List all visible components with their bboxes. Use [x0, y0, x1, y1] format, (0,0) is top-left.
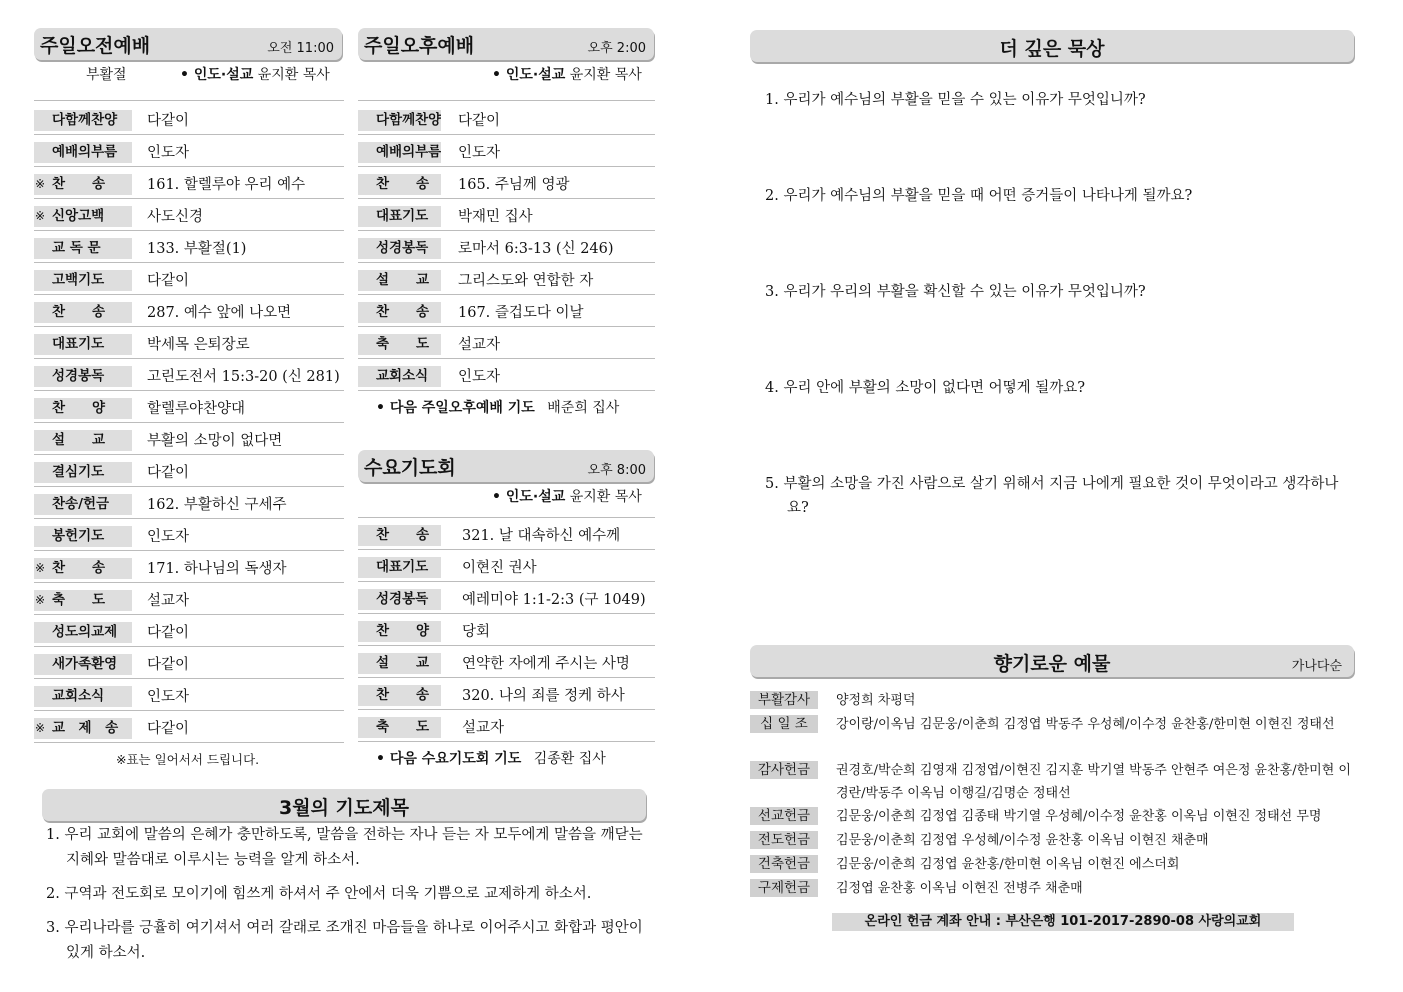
order-label [358, 238, 441, 259]
order-label-text: 찬송/헌금 [52, 496, 110, 512]
order-value: 인도자 [147, 145, 190, 161]
offering-names: 양정희 차평덕 [836, 693, 916, 708]
standing-mark: ※ [35, 177, 46, 191]
order-label-text: 새가족환영 [52, 656, 118, 672]
order-label-text: 찬 양 [376, 623, 430, 639]
order-label [358, 174, 441, 195]
order-value: 예레미야 1:1-2:3 (구 1049) [462, 592, 646, 608]
order-row [358, 614, 655, 646]
offering-names: 김정엽 윤찬홍 이옥님 이현진 전병주 채춘매 [836, 881, 1083, 896]
prayer-topics-header [42, 789, 646, 821]
order-row [34, 391, 344, 423]
offering-label: 십 일 조 [750, 715, 818, 733]
order-row [358, 646, 655, 678]
order-label-text: 찬 송 [52, 176, 106, 192]
order-value: 이현진 권사 [462, 560, 537, 576]
order-row [358, 295, 655, 327]
order-label [34, 622, 132, 643]
order-label [34, 654, 132, 675]
order-label [34, 558, 132, 579]
order-label [358, 653, 441, 674]
offering-title: 향기로운 예물 [993, 653, 1111, 675]
order-label-text: 예배의부름 [52, 144, 118, 160]
order-label-text: 찬 송 [52, 304, 106, 320]
wednesday-order-list [358, 518, 655, 742]
order-value: 321. 날 대속하신 예수께 [462, 528, 621, 544]
order-label [358, 206, 441, 227]
order-label-text: 교회소식 [376, 368, 429, 384]
order-label-text: 다함께찬양 [376, 112, 441, 128]
order-row [34, 647, 344, 679]
order-label [34, 174, 132, 195]
offering-label: 선교헌금 [750, 807, 818, 825]
offering-label: 전도헌금 [750, 831, 818, 849]
wednesday-leader-role: • 인도·설교 [492, 489, 566, 505]
order-value: 다같이 [147, 273, 190, 289]
order-row [34, 487, 344, 519]
order-label-text: 대표기도 [52, 336, 105, 352]
standing-mark: ※ [35, 721, 46, 735]
order-value: 161. 할렐루야 우리 예수 [147, 177, 306, 193]
wednesday-leader-name: 윤지환 목사 [569, 489, 642, 505]
order-value: 다같이 [147, 657, 190, 673]
afternoon-next-prayer [376, 397, 619, 417]
afternoon-leader-name: 윤지환 목사 [569, 67, 642, 83]
wednesday-service-title: 수요기도회 [364, 457, 456, 479]
prayer-topics-list [46, 823, 650, 966]
offering-order-note: 가나다순 [1291, 659, 1342, 674]
order-value: 287. 예수 앞에 나오면 [147, 305, 292, 321]
order-label-text: 성경봉독 [376, 591, 429, 607]
order-value: 박재민 집사 [458, 209, 533, 225]
order-label [34, 494, 132, 515]
row-divider [358, 741, 655, 742]
order-value: 165. 주님께 영광 [458, 177, 570, 193]
order-label-text: 신앙고백 [52, 208, 105, 224]
meditation-question: 3. 우리가 우리의 부활을 확신할 수 있는 이유가 무엇입니까? [765, 284, 1146, 300]
prayer-topic-item: 2. 구역과 전도회로 모이기에 힘쓰게 하셔서 주 안에서 더욱 기쁨으로 교제하게 하소서. [46, 886, 592, 902]
afternoon-next-name: 배준희 집사 [547, 400, 620, 416]
order-row [358, 231, 655, 263]
order-row [358, 167, 655, 199]
order-label-text: 예배의부름 [376, 144, 441, 160]
order-label-text: 찬 송 [376, 687, 430, 703]
order-row [358, 263, 655, 295]
meditation-question: 5. 부활의 소망을 가진 사람으로 살기 위해서 지금 나에게 필요한 것이 무엇이라고 생각하나요? [765, 476, 1339, 516]
order-value: 다같이 [147, 465, 190, 481]
wednesday-next-name: 김종환 집사 [533, 751, 606, 767]
order-label-text: 대표기도 [376, 559, 429, 575]
order-row [34, 231, 344, 263]
wednesday-next-prayer [376, 748, 606, 768]
order-value: 부활의 소망이 없다면 [147, 433, 283, 449]
morning-leader-role: • 인도·설교 [180, 67, 254, 83]
prayer-topic-item: 1. 우리 교회에 말씀의 은혜가 충만하도록, 말씀을 전하는 자나 듣는 자 모두에게 말씀을 깨닫는 지혜와 말씀대로 이루시는 능력을 알게 하소서. [46, 827, 643, 868]
order-label-text: 찬 송 [52, 560, 106, 576]
order-label [358, 334, 441, 355]
order-value: 설교자 [462, 720, 505, 736]
order-value: 인도자 [458, 369, 501, 385]
order-row [34, 679, 344, 711]
order-label [34, 430, 132, 451]
offering-row [750, 829, 1360, 853]
offering-label: 건축헌금 [750, 855, 818, 873]
order-value: 인도자 [147, 689, 190, 705]
order-row [358, 678, 655, 710]
order-value: 사도신경 [147, 209, 204, 225]
morning-footnote: ※표는 일어서서 드립니다. [116, 752, 260, 767]
order-label [358, 366, 441, 387]
morning-service-time: 오전 11:00 [267, 41, 334, 56]
offering-row [750, 759, 1360, 805]
order-row [34, 583, 344, 615]
meditation-question: 4. 우리 안에 부활의 소망이 없다면 어떻게 될까요? [765, 380, 1086, 396]
order-row [358, 135, 655, 167]
order-value: 인도자 [458, 145, 501, 161]
morning-service-title: 주일오전예배 [40, 35, 151, 57]
order-label [34, 270, 132, 291]
order-value: 다같이 [147, 625, 190, 641]
order-value: 다같이 [458, 113, 501, 129]
order-label [34, 686, 132, 707]
order-label [358, 302, 441, 323]
order-label [358, 685, 441, 706]
offering-row [750, 689, 1360, 713]
order-label-text: 교 제 송 [52, 720, 119, 736]
order-label [34, 718, 132, 739]
order-label [358, 142, 441, 163]
offering-names: 김문웅/이춘희 김정엽 김종태 박기열 우성혜/이수정 윤찬홍 이옥님 이현진 정태선 무명 [836, 809, 1322, 824]
order-row [34, 295, 344, 327]
order-row [358, 582, 655, 614]
order-row [358, 359, 655, 391]
offering-label: 부활감사 [750, 691, 818, 709]
order-label [34, 526, 132, 547]
order-label [358, 110, 441, 131]
order-value: 다같이 [147, 721, 190, 737]
wednesday-service-header [358, 450, 654, 482]
wednesday-service-time: 오후 8:00 [587, 463, 646, 478]
order-label-text: 대표기도 [376, 208, 429, 224]
prayer-topic-item: 3. 우리나라를 긍휼히 여기셔서 여러 갈래로 조개진 마음들을 하나로 이어주시고 화합과 평안이 있게 하소서. [46, 920, 643, 961]
order-row [34, 711, 344, 743]
afternoon-next-label: • 다음 주일오후예배 기도 [376, 400, 535, 416]
order-value: 그리스도와 연합한 자 [458, 273, 594, 289]
order-row [34, 199, 344, 231]
offering-row [750, 805, 1360, 829]
order-value: 320. 나의 죄를 정케 하사 [462, 688, 625, 704]
order-row [358, 550, 655, 582]
order-label-text: 축 도 [376, 719, 430, 735]
offering-row [750, 877, 1360, 901]
order-label-text: 찬 송 [376, 304, 430, 320]
order-label-text: 축 도 [376, 336, 430, 352]
afternoon-service-time: 오후 2:00 [587, 41, 646, 56]
order-row [34, 551, 344, 583]
offering-label: 감사헌금 [750, 761, 818, 779]
order-row [358, 327, 655, 359]
row-divider [358, 390, 655, 391]
order-label [34, 302, 132, 323]
order-value: 할렐루야찬양대 [147, 401, 246, 417]
meditation-question: 1. 우리가 예수님의 부활을 믿을 수 있는 이유가 무엇입니까? [765, 92, 1146, 108]
order-value: 133. 부활절(1) [147, 241, 247, 257]
afternoon-top-rule [358, 100, 655, 101]
online-offering-account: 온라인 헌금 계좌 안내 : 부산은행 101-2017-2890-08 사랑의교회 [832, 913, 1294, 931]
order-row [34, 103, 344, 135]
order-row [34, 615, 344, 647]
order-label [34, 334, 132, 355]
order-row [34, 455, 344, 487]
order-label [358, 717, 441, 738]
offering-header [750, 645, 1354, 677]
order-label [34, 110, 132, 131]
afternoon-order-list [358, 103, 655, 391]
order-value: 고린도전서 15:3-20 (신 281) [147, 369, 340, 385]
meditation-question: 2. 우리가 예수님의 부활을 믿을 때 어떤 증거들이 나타나게 될까요? [765, 188, 1193, 204]
meditation-header [750, 30, 1354, 62]
order-label [34, 238, 132, 259]
order-value: 인도자 [147, 529, 190, 545]
order-label [358, 589, 441, 610]
standing-mark: ※ [35, 561, 46, 575]
offering-names: 김문웅/이춘희 김정엽 우성혜/이수정 윤찬홍 이옥님 이현진 채춘매 [836, 833, 1209, 848]
order-row [34, 167, 344, 199]
wednesday-leader [492, 486, 642, 506]
morning-service-header [34, 28, 342, 60]
order-label-text: 찬 양 [52, 400, 106, 416]
order-label-text: 성경봉독 [376, 240, 429, 256]
order-row [358, 199, 655, 231]
order-label [34, 398, 132, 419]
offering-row [750, 853, 1360, 877]
order-value: 다같이 [147, 113, 190, 129]
order-value: 당회 [462, 624, 491, 640]
order-value: 박세목 은퇴장로 [147, 337, 250, 353]
afternoon-leader [492, 64, 642, 84]
morning-leader [180, 64, 330, 84]
order-label-text: 찬 송 [376, 527, 430, 543]
order-label-text: 성도의교제 [52, 624, 118, 640]
order-row [34, 423, 344, 455]
wednesday-next-label: • 다음 수요기도회 기도 [376, 751, 522, 767]
order-label-text: 설 교 [52, 432, 106, 448]
order-label [34, 206, 132, 227]
standing-mark: ※ [35, 593, 46, 607]
order-label-text: 축 도 [52, 592, 106, 608]
offering-label: 구제헌금 [750, 879, 818, 897]
order-label-text: 찬 송 [376, 176, 430, 192]
morning-occasion: 부활절 [86, 67, 127, 83]
order-label [34, 142, 132, 163]
order-row [34, 519, 344, 551]
order-label-text: 성경봉독 [52, 368, 105, 384]
order-label [34, 462, 132, 483]
order-row [358, 710, 655, 742]
afternoon-service-header [358, 28, 654, 60]
order-row [34, 327, 344, 359]
order-label-text: 봉헌기도 [52, 528, 105, 544]
afternoon-service-title: 주일오후예배 [364, 35, 475, 57]
order-label [358, 557, 441, 578]
order-row [358, 103, 655, 135]
order-value: 설교자 [147, 593, 190, 609]
order-value: 162. 부활하신 구세주 [147, 497, 287, 513]
order-label-text: 고백기도 [52, 272, 105, 288]
afternoon-leader-role: • 인도·설교 [492, 67, 566, 83]
order-value: 연약한 자에게 주시는 사명 [462, 656, 630, 672]
morning-order-list [34, 103, 344, 743]
meditation-title: 더 깊은 묵상 [999, 38, 1105, 60]
order-row [358, 518, 655, 550]
order-label [358, 270, 441, 291]
order-value: 167. 즐겁도다 이날 [458, 305, 584, 321]
order-row [34, 359, 344, 391]
offering-names: 강이랑/이옥님 김문웅/이춘희 김정엽 박동주 우성혜/이수정 윤찬홍/한미현 이현진 정태선 [836, 717, 1335, 732]
offering-names: 권경호/박순희 김영재 김정엽/이현진 김지훈 박기열 박동주 안현주 여은정 윤찬홍/한미현 이경란/박동주 이옥님 이행길/김명순 정태선 [836, 763, 1351, 801]
offering-names: 김문웅/이춘희 김정엽 윤찬홍/한미현 이옥님 이현진 에스더회 [836, 857, 1180, 872]
order-label [358, 525, 441, 546]
standing-mark: ※ [35, 209, 46, 223]
morning-leader-name: 윤지환 목사 [257, 67, 330, 83]
row-divider [34, 742, 344, 743]
order-label [34, 590, 132, 611]
order-row [34, 263, 344, 295]
offering-row [750, 713, 1360, 759]
prayer-topics-title: 3월의 기도제목 [279, 797, 409, 819]
order-label-text: 설 교 [376, 272, 430, 288]
order-value: 171. 하나님의 독생자 [147, 561, 287, 577]
order-label-text: 교회소식 [52, 688, 105, 704]
morning-top-rule [34, 100, 344, 101]
order-label-text: 설 교 [376, 655, 430, 671]
order-label [358, 621, 441, 642]
order-value: 로마서 6:3-13 (신 246) [458, 241, 614, 257]
order-label-text: 교 독 문 [52, 240, 101, 256]
order-row [34, 135, 344, 167]
order-value: 설교자 [458, 337, 501, 353]
order-label-text: 결심기도 [52, 464, 105, 480]
order-label-text: 다함께찬양 [52, 112, 118, 128]
order-label [34, 366, 132, 387]
